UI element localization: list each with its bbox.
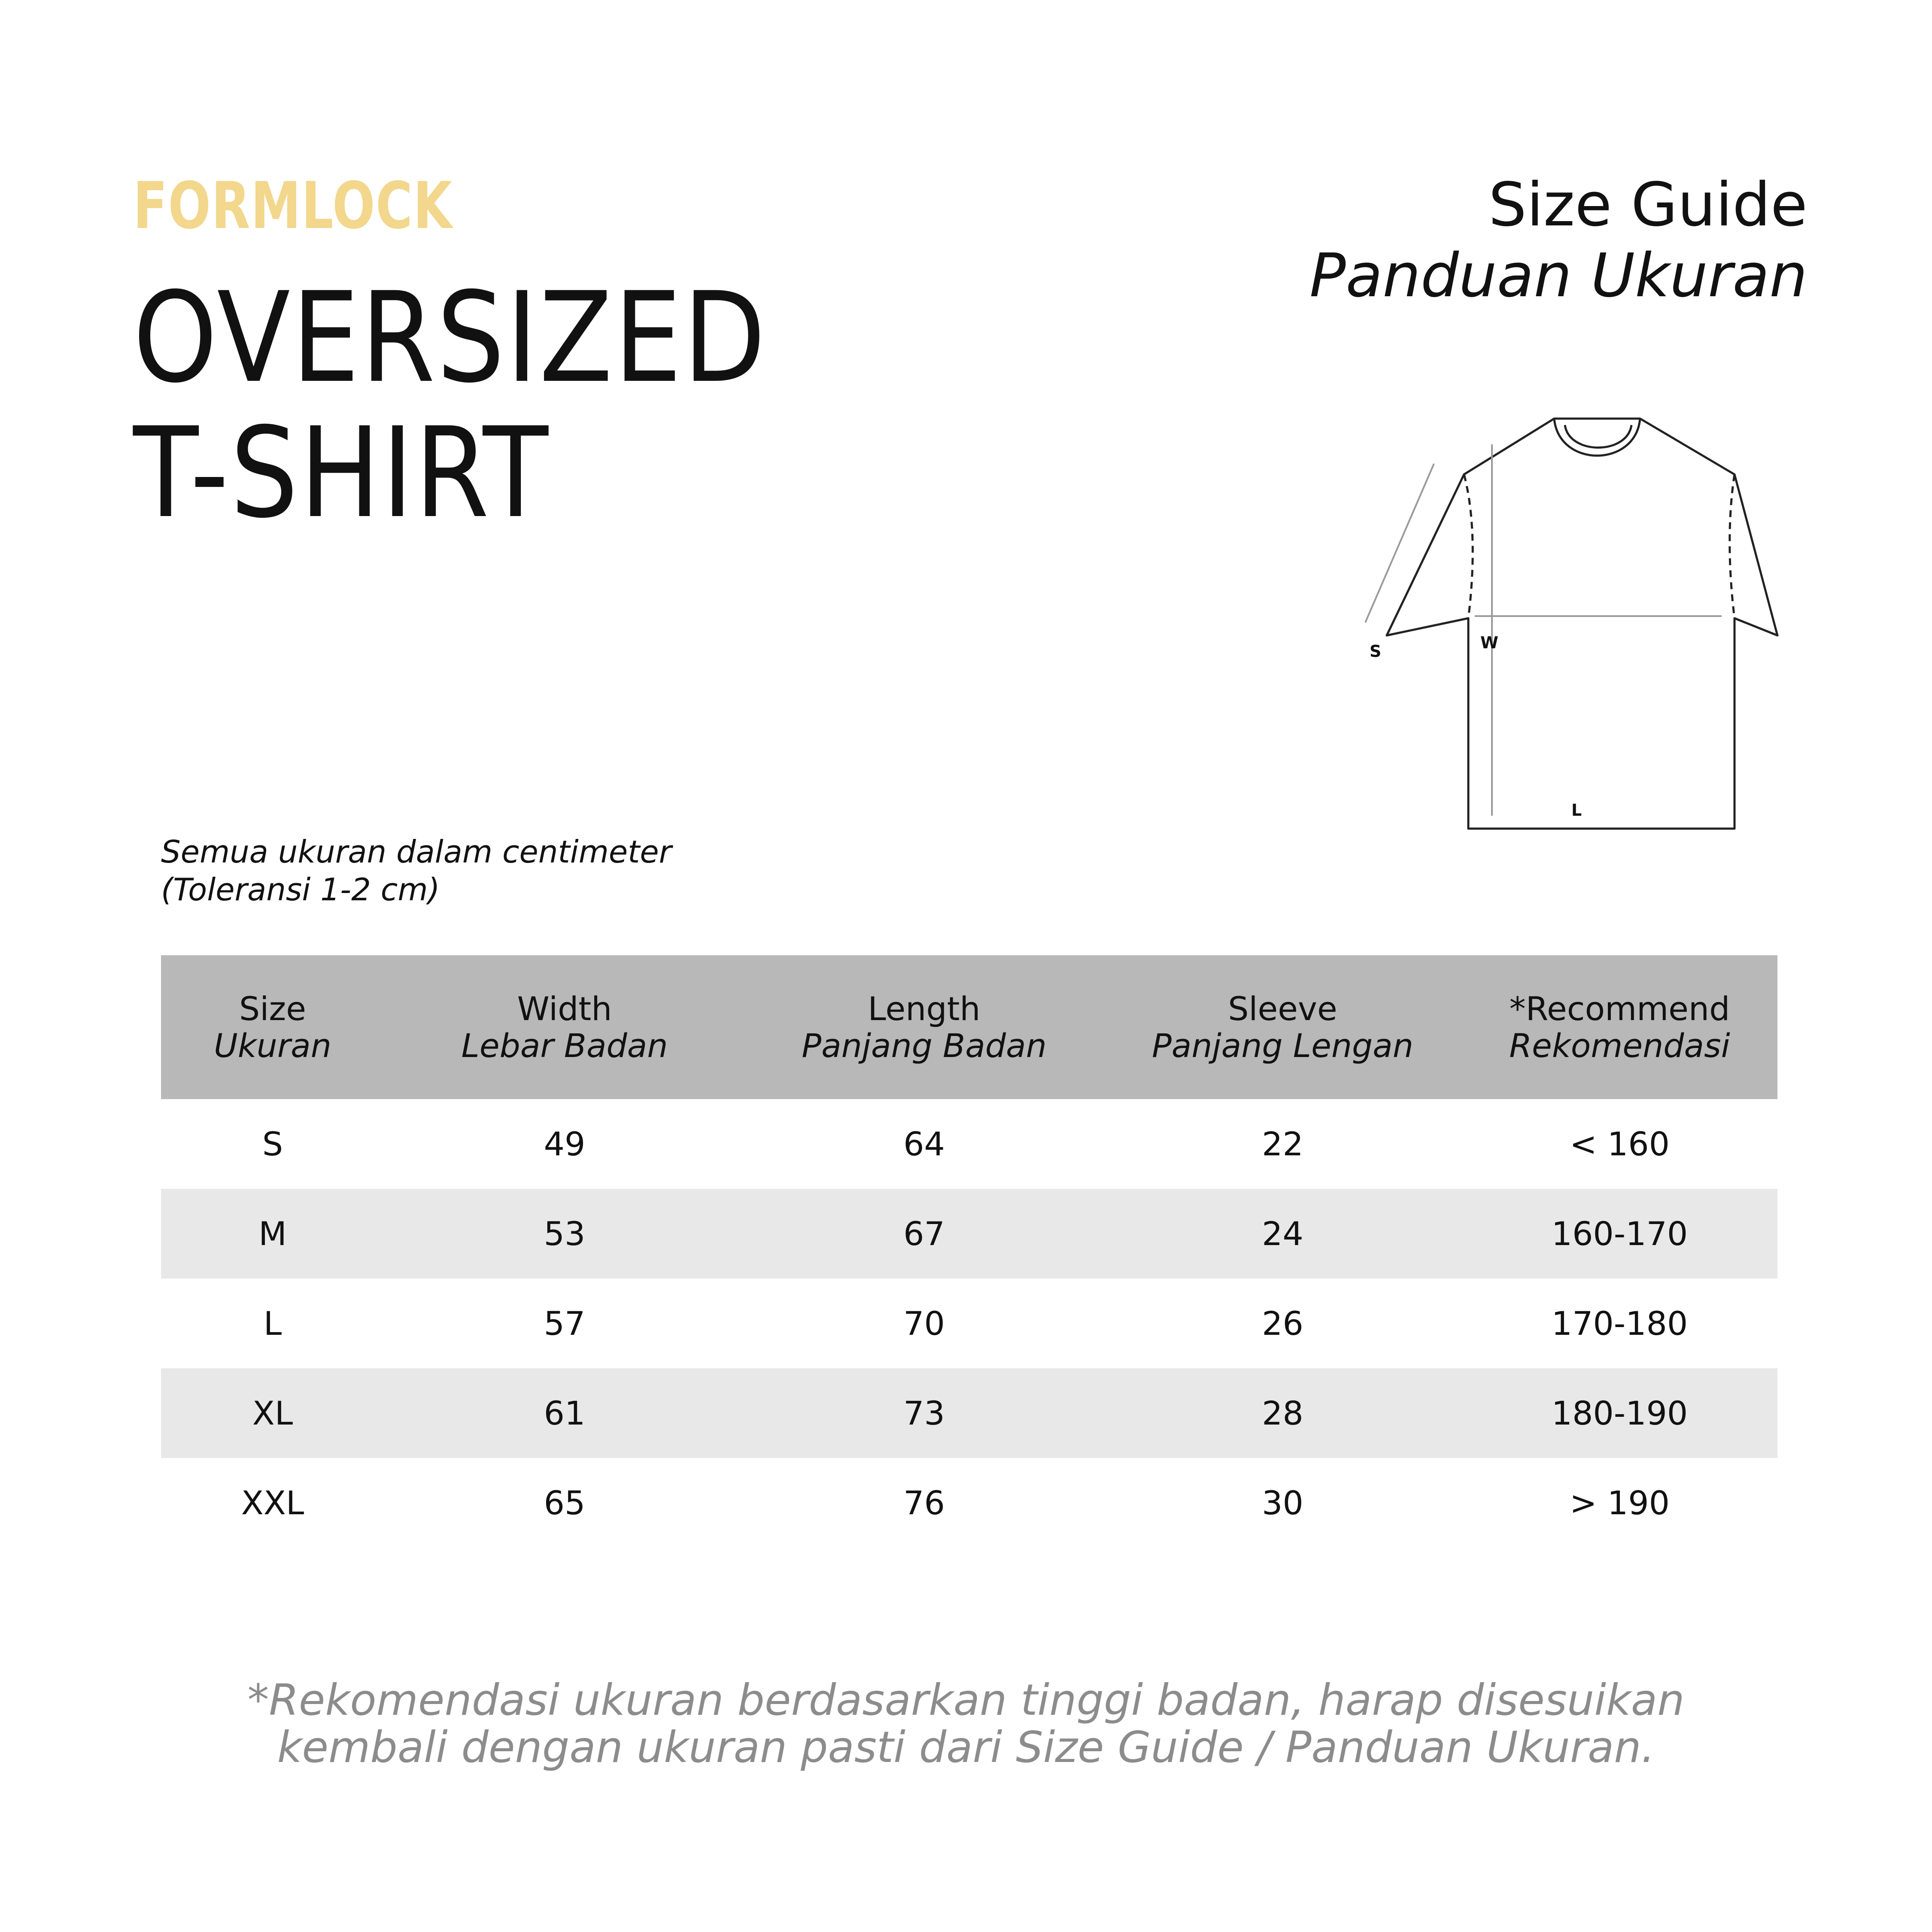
column-header-size	[161, 955, 384, 1099]
column-header-label-en: Sleeve	[1228, 989, 1337, 1028]
size-guide-subtitle: Panduan Ukuran	[1309, 241, 1807, 311]
length-label: L	[1571, 801, 1582, 820]
size-table-header	[161, 955, 1777, 1099]
sleeve-label: S	[1370, 642, 1382, 661]
cell-recommend: 170-180	[1551, 1304, 1688, 1343]
cell-width: 57	[544, 1304, 586, 1343]
column-header-label-en: *Recommend	[1509, 989, 1730, 1028]
cell-recommend: > 190	[1570, 1484, 1670, 1522]
column-header-label-id: Rekomendasi	[1509, 1026, 1730, 1065]
column-header-label-id: Ukuran	[214, 1026, 331, 1065]
cell-size: S	[262, 1125, 283, 1163]
column-header-label-en: Length	[868, 989, 981, 1028]
footnote-line-1: *Rekomendasi ukuran berdasarkan tinggi badan, harap disesuikan	[247, 1675, 1685, 1725]
column-header-width	[384, 955, 745, 1099]
sleeve-measure-line	[1365, 464, 1434, 623]
cell-length: 76	[903, 1484, 945, 1522]
table-row	[161, 1279, 1777, 1368]
cell-size: L	[263, 1304, 282, 1343]
cell-length: 67	[745, 1189, 1103, 1279]
table-row	[161, 1099, 1777, 1189]
product-title-line-2: T-SHIRT	[133, 401, 550, 546]
measurement-note-line-1: Semua ukuran dalam centimeter	[161, 834, 672, 870]
cell-width: 65	[544, 1484, 586, 1522]
width-label: W	[1480, 633, 1498, 652]
collar-inner	[1565, 425, 1631, 448]
measurement-note	[161, 833, 671, 908]
cell-recommend: < 160	[1570, 1125, 1670, 1163]
column-header-length	[745, 955, 1103, 1099]
column-header-label-id: Panjang Badan	[802, 1026, 1047, 1065]
column-header-recommend	[1462, 955, 1777, 1099]
column-header-label-id: Lebar Badan	[461, 1026, 668, 1065]
brand-logo: FORMLOCK	[133, 169, 453, 243]
cell-sleeve: 30	[1262, 1484, 1303, 1522]
cell-recommend: 180-190	[1462, 1368, 1777, 1458]
cell-recommend: 160-170	[1462, 1189, 1777, 1279]
table-row	[161, 1368, 1777, 1458]
size-guide-heading	[1309, 170, 1807, 311]
product-title-line-1: OVERSIZED	[133, 266, 767, 410]
column-header-label-en: Size	[239, 989, 306, 1028]
footnote-line-2: kembali dengan ukuran pasti dari Size Guide / Panduan Ukuran.	[277, 1722, 1655, 1772]
cell-width: 61	[384, 1368, 745, 1458]
cell-sleeve: 22	[1262, 1125, 1303, 1163]
column-header-label-id: Panjang Lengan	[1151, 1026, 1414, 1065]
column-header-sleeve	[1103, 955, 1462, 1099]
cell-length: 70	[903, 1304, 945, 1343]
cell-size: M	[161, 1189, 384, 1279]
size-table	[161, 955, 1777, 1548]
table-row	[161, 1458, 1777, 1548]
cell-sleeve: 28	[1103, 1368, 1462, 1458]
product-title	[133, 266, 767, 546]
tshirt-diagram	[1352, 404, 1816, 846]
right-armhole-seam	[1730, 474, 1735, 618]
cell-width: 53	[384, 1189, 745, 1279]
size-guide-title: Size Guide	[1488, 170, 1807, 240]
measurement-note-line-2: (Toleransi 1-2 cm)	[161, 872, 440, 908]
cell-sleeve: 24	[1103, 1189, 1462, 1279]
cell-length: 64	[903, 1125, 945, 1163]
tshirt-outline	[1387, 419, 1777, 829]
cell-size: XL	[161, 1368, 384, 1458]
cell-size: XXL	[241, 1484, 304, 1522]
column-header-label-en: Width	[517, 989, 612, 1028]
recommendation-footnote	[0, 1677, 1932, 1771]
left-armhole-seam	[1464, 474, 1473, 618]
table-row	[161, 1189, 1777, 1279]
cell-sleeve: 26	[1262, 1304, 1303, 1343]
cell-length: 73	[745, 1368, 1103, 1458]
cell-width: 49	[544, 1125, 586, 1163]
